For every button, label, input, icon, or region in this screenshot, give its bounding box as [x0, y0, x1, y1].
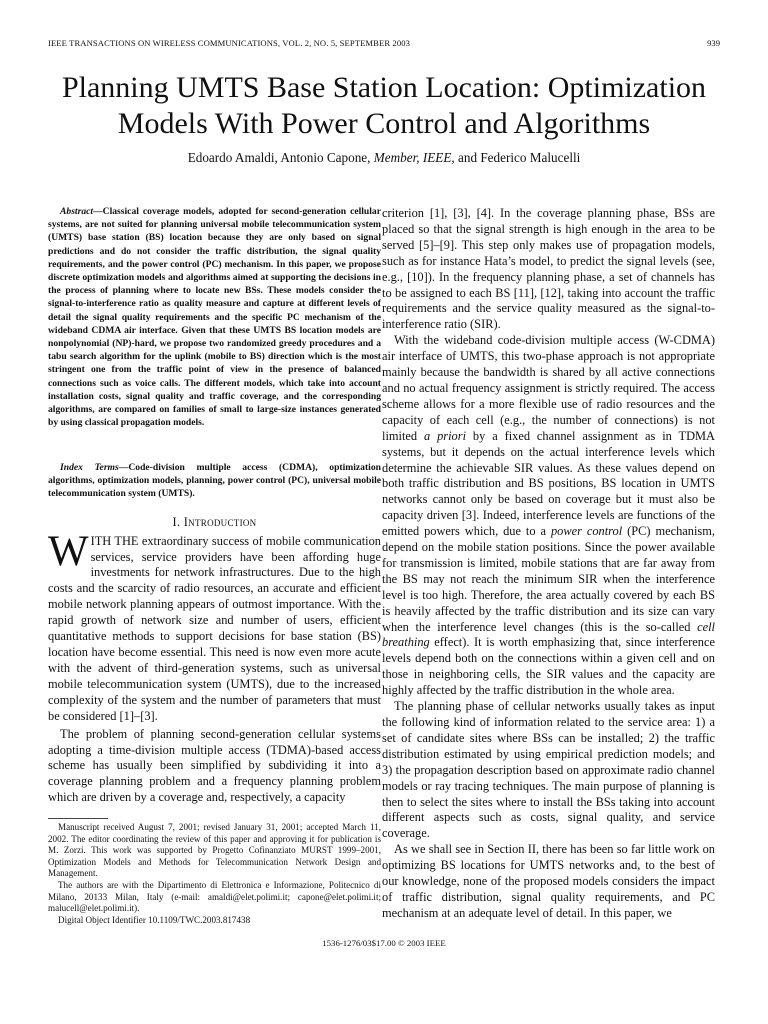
body-paragraph-2	[382, 333, 715, 699]
index-terms-lead: Index Terms	[60, 462, 119, 473]
body-paragraph-4: As we shall see in Section II, there has been so far little work on optimizing BS locations for UMTS networks and, to the best of our knowledge, none of the proposed models considers the impact of traffic distribution, signal quality requirements, and PC mechanism at an adequate level of detail. In this paper, we	[382, 842, 715, 920]
body-paragraph-2-c: (PC) mechanism, depend on the mobile station positions. Since the power available for transmission is limited, mobile stations that are far away from the BS may not reach the minimum SIR when the interference level is too high. Therefore, the area actually covered by each BS is heavily affected by the traffic distribution and its size can vary when the interference level changes (this is the so-called	[382, 524, 715, 634]
intro-paragraph-2: The problem of planning second-generation cellular systems adopting a time-division multiple access (TDMA)-based access scheme has usually been simplified by subdividing it into a coverage planning problem and a frequency planning problem which are driven by a coverage and, respectively, a capacity	[48, 726, 381, 805]
footnote-divider	[48, 818, 108, 819]
right-column	[382, 206, 715, 922]
author-membership: Member, IEEE	[373, 150, 452, 165]
term-power-control: power control	[550, 524, 623, 539]
intro-first-words: ITH THE	[90, 533, 139, 548]
abstract	[48, 205, 381, 456]
doi-note: Digital Object Identifier 10.1109/TWC.2003.817438	[58, 914, 251, 925]
intro-paragraph-1	[48, 527, 381, 727]
body-paragraph-2-d: effect). It is worth emphasizing that, since interference levels depend both on the connections within a given cell and on those in neighboring cells, the SIR values and the capacity are highly affected by the traffic distribution in the whole area.	[382, 635, 715, 698]
page-number: 939	[707, 38, 720, 48]
index-terms	[48, 461, 381, 501]
section-numeral: I.	[172, 514, 184, 529]
intro-paragraph-1-text: extraordinary success of mobile communication services, service providers have been affording huge investments for network infrastructures. Due to the high costs and the scarcity of radio resources, an accurate and efficient mobile network planning appears of outmost importance. With the rapid growth of network size and number of users, efficient quantitative methods to support decisions for base station (BS) location have become essential. This need is now even more acute with the advent of third-generation systems, such as universal mobile telecommunication system (UMTS), due to the increased complexity of the system and the number of parameters that must be considered [1]–[3].	[48, 533, 381, 723]
left-column	[48, 205, 381, 806]
section-title: Introduction	[183, 514, 257, 529]
body-paragraph-1: criterion [1], [3], [4]. In the coverage planning phase, BSs are placed so that the signal strength is high enough in the area to be served [5]–[9]. This step only makes use of propagation models, such as for instance Hata’s model, to predict the signal levels (see, e.g., [10]). In the frequency planning phase, a set of channels has to be assigned to each BS [11], [12], taking into account the traffic requirements and the service quality measured as the signal-to-interference ratio (SIR).	[382, 206, 715, 332]
body-paragraph-3: The planning phase of cellular networks usually takes as input the following kind of information related to the service area: 1) a set of candidate sites where BSs can be installed; 2) the traffic distribution estimated by using empirical prediction models; and 3) the propagation description based on approximate radio channel models or ray tracing techniques. The main purpose of planning is then to select the sites where to install the BSs taking into account different aspects such as costs, signal quality, and service coverage.	[382, 699, 715, 841]
journal-name: IEEE TRANSACTIONS ON WIRELESS COMMUNICATIONS, VOL. 2, NO. 5, SEPTEMBER 2003	[48, 38, 411, 48]
manuscript-note: Manuscript received August 7, 2001; revised January 31, 2001; accepted March 11, 2002. The editor coordinating the review of this paper and approving it for publication is M. Zorzi. This work was supported by Progetto Cofinanziato MURST 1999–2001, Optimization Models and Methods for Telecommunication Network Design and Management.	[48, 822, 381, 879]
drop-cap: W	[48, 527, 89, 575]
term-cell-breathing: cell breathing	[382, 619, 715, 650]
index-terms-text: —Code-division multiple access (CDMA), optimization algorithms, optimization models, planning, power control (PC), universal mobile telecommunication system (UMTS).	[48, 462, 381, 500]
authors-part-2: , and Federico Malucelli	[451, 150, 581, 165]
authors-part-1: Edoardo Amaldi, Antonio Capone,	[187, 150, 374, 165]
paper-title: Planning UMTS Base Station Location: Optimization Models With Power Control and Algorithms	[61, 71, 707, 140]
body-paragraph-2-b: by a fixed channel assignment as in TDMA systems, but it depends on the actual interference levels which determine the achievable SIR values. As these values depend on both traffic distribution and BS positions, BS location in UMTS networks cannot only be based on coverage but it must also be capacity driven [3]. Indeed, interference levels are functions of the emitted powers which, due to a	[382, 428, 715, 539]
abstract-text: —Classical coverage models, adopted for second-generation cellular systems, are not suited for planning universal mobile telecommunication system (UMTS) base station (BS) location because they are only based on signal predictions and do not consider the traffic distribution, the signal quality requirements, and the power control (PC) mechanism. In this paper, we propose discrete optimization models and algorithms aimed at supporting the decisions in the process of planning where to locate new BSs. These models consider the signal-to-interference ratio as quality measure and capture at different levels of detail the signal quality requirements and the specific PC mechanism of the wideband CDMA air interface. Given that these UMTS BS location models are nonpolynomial (NP)-hard, we propose two randomized greedy procedures and a tabu search algorithm for the uplink (mobile to BS) direction which is the most stringent one from the traffic point of view in the presence of balanced connections such as voice calls. The different models, which take into account installation costs, signal quality and traffic coverage, and the corresponding algorithms, are compared on families of small to large-size instances generated by using classical propagation models.	[48, 206, 381, 429]
author-list	[48, 150, 720, 166]
affiliation-note: The authors are with the Dipartimento di Elettronica e Informazione, Politecnico di Milano, 20133 Milan, Italy (e-mail: amaldi@elet.polimi.it; capone@elet.polimi.it; malucell@elet.polimi.it).	[48, 879, 381, 914]
running-header	[48, 38, 720, 52]
term-a-priori: a priori	[424, 428, 467, 443]
section-heading	[48, 515, 381, 530]
body-paragraph-2-a: With the wideband code-division multiple access (W-CDMA) air interface of UMTS, this two-phase approach is not appropriate mainly because the bandwidth is shared by all active connections and no actual frequency assignment is strictly required. The access scheme allows for a more flexible use of radio resources and the capacity of each cell (e.g., the number of connections) is not limited	[382, 333, 715, 443]
footnotes	[48, 822, 381, 926]
copyright-notice: 1536-1276/03$17.00 © 2003 IEEE	[322, 938, 446, 948]
abstract-lead: Abstract	[60, 206, 94, 217]
